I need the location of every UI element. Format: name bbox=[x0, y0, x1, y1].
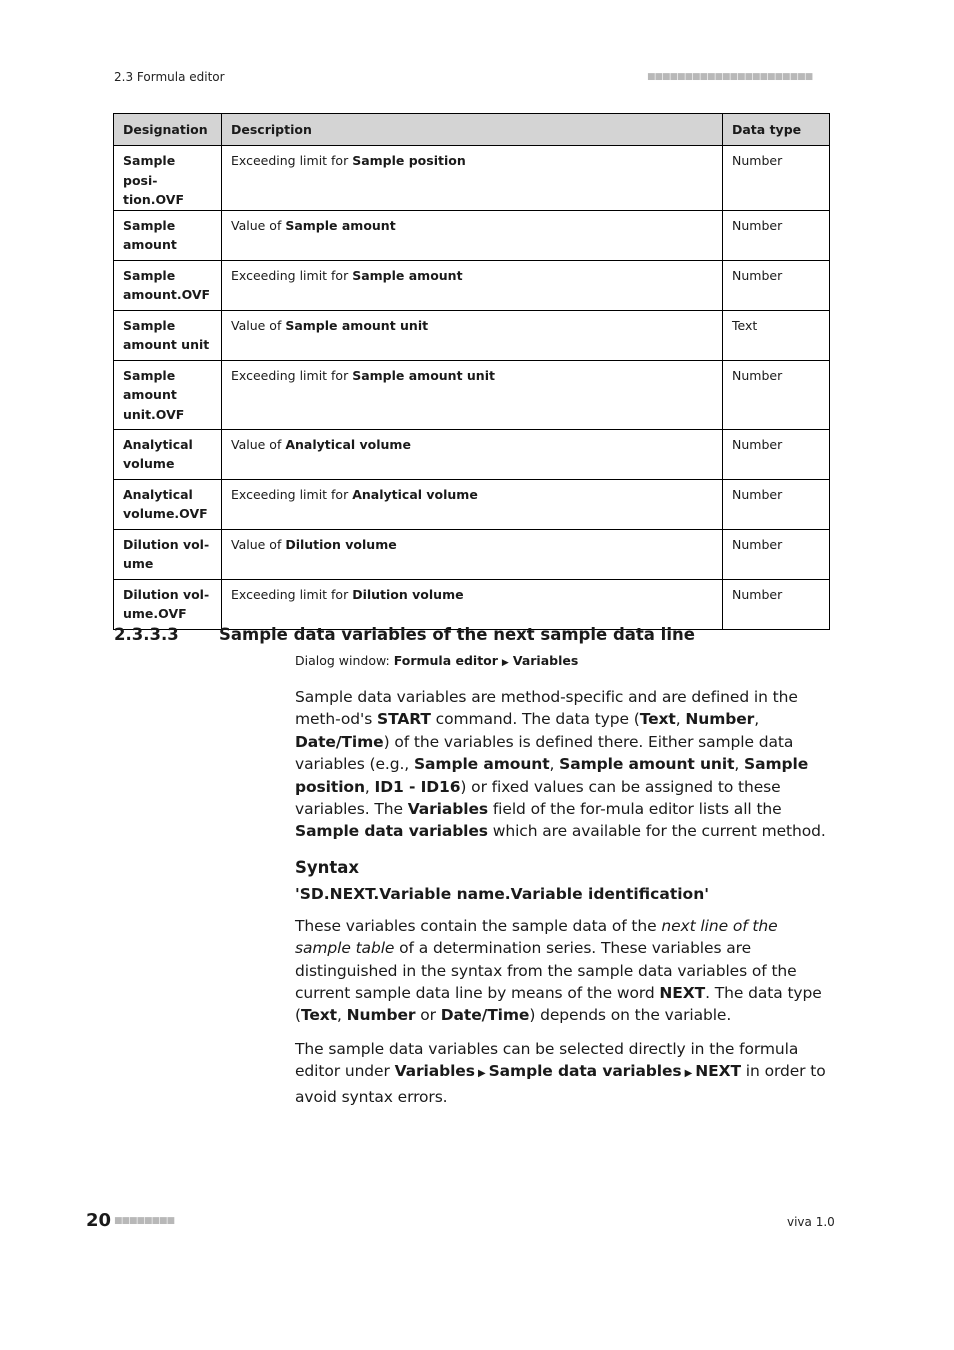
cell-designation: Analytical volume bbox=[114, 429, 222, 479]
cell-designation: Sample posi- tion.OVF bbox=[114, 146, 222, 211]
variables-table bbox=[113, 113, 830, 630]
table-row bbox=[114, 429, 830, 479]
cell-description: Exceeding limit for Sample position bbox=[222, 146, 723, 211]
cell-data-type: Number bbox=[723, 529, 830, 579]
cell-designation: Analytical volume.OVF bbox=[114, 479, 222, 529]
product-version: viva 1.0 bbox=[787, 1215, 835, 1229]
cell-description: Exceeding limit for Analytical volume bbox=[222, 479, 723, 529]
arrow-right-icon: ▶ bbox=[681, 1068, 696, 1080]
column-header-designation: Designation bbox=[114, 114, 222, 146]
paragraph-selection: The sample data variables can be selected directly in the formula editor under Variables ▶ Sample data variables ▶ NEXT in order to avoid syntax errors. bbox=[295, 1039, 826, 1106]
cell-designation: Dilution vol- ume bbox=[114, 529, 222, 579]
footer-dots: ■■■■■■■■ bbox=[114, 1216, 175, 1226]
table-row bbox=[114, 529, 830, 579]
column-header-data-type: Data type bbox=[723, 114, 830, 146]
table-row bbox=[114, 310, 830, 360]
running-header-dots: ■■■■■■■■■■■■■■■■■■■■■■ bbox=[647, 72, 813, 82]
paragraph-intro: Sample data variables are method-specific and are defined in the meth-od's START command. The data type (Text, Number, Date/Time) of the variables is defined there. Either sample data variables (e.g., Sample amount, Sample amount unit, Sample position, ID1 - ID16) or fixed values can be assigned to these variables. The Variables field of the for-mula editor lists all the Sample data variables which are available for the current method. bbox=[295, 688, 826, 841]
cell-data-type: Number bbox=[723, 260, 830, 310]
cell-data-type: Number bbox=[723, 579, 830, 629]
table-row bbox=[114, 146, 830, 211]
cell-description: Value of Sample amount unit bbox=[222, 310, 723, 360]
cell-description: Exceeding limit for Sample amount unit bbox=[222, 360, 723, 429]
section-title: Sample data variables of the next sample data line bbox=[219, 625, 695, 644]
dialog-path-variables: Variables bbox=[512, 653, 579, 668]
dialog-window-path bbox=[295, 652, 835, 672]
cell-designation: Sample amount bbox=[114, 210, 222, 260]
column-header-description: Description bbox=[222, 114, 723, 146]
table-row bbox=[114, 360, 830, 429]
cell-designation: Sample amount.OVF bbox=[114, 260, 222, 310]
section-content bbox=[295, 652, 835, 1119]
cell-data-type: Number bbox=[723, 210, 830, 260]
cell-description: Value of Dilution volume bbox=[222, 529, 723, 579]
syntax-code: 'SD.NEXT.Variable name.Variable identification' bbox=[295, 884, 709, 903]
table-row bbox=[114, 579, 830, 629]
running-header-section: 2.3 Formula editor bbox=[114, 70, 225, 84]
arrow-right-icon: ▶ bbox=[474, 1068, 489, 1080]
dialog-path-formula-editor: Formula editor bbox=[393, 653, 498, 668]
cell-data-type: Number bbox=[723, 360, 830, 429]
table-row bbox=[114, 479, 830, 529]
page-number: 20 bbox=[86, 1210, 112, 1231]
cell-data-type: Number bbox=[723, 479, 830, 529]
cell-designation: Sample amount unit bbox=[114, 310, 222, 360]
syntax-heading: Syntax bbox=[295, 857, 360, 877]
section-number: 2.3.3.3 bbox=[114, 625, 179, 644]
table-row bbox=[114, 210, 830, 260]
arrow-right-icon: ▶ bbox=[501, 658, 509, 668]
cell-designation: Dilution vol- ume.OVF bbox=[114, 579, 222, 629]
cell-data-type: Text bbox=[723, 310, 830, 360]
dialog-prefix: Dialog window: bbox=[295, 653, 394, 668]
cell-data-type: Number bbox=[723, 146, 830, 211]
cell-description: Value of Analytical volume bbox=[222, 429, 723, 479]
table-row bbox=[114, 260, 830, 310]
cell-designation: Sample amount unit.OVF bbox=[114, 360, 222, 429]
cell-description: Exceeding limit for Sample amount bbox=[222, 260, 723, 310]
cell-description: Value of Sample amount bbox=[222, 210, 723, 260]
cell-data-type: Number bbox=[723, 429, 830, 479]
cell-description: Exceeding limit for Dilution volume bbox=[222, 579, 723, 629]
paragraph-next-line: These variables contain the sample data of the next line of the sample table of a determination series. These variables are distinguished in the syntax from the sample data variables of the current sample data line by means of the word NEXT. The data type (Text, Number or Date/Time) depends on the variable. bbox=[295, 916, 822, 1025]
table-header-row bbox=[114, 114, 830, 146]
